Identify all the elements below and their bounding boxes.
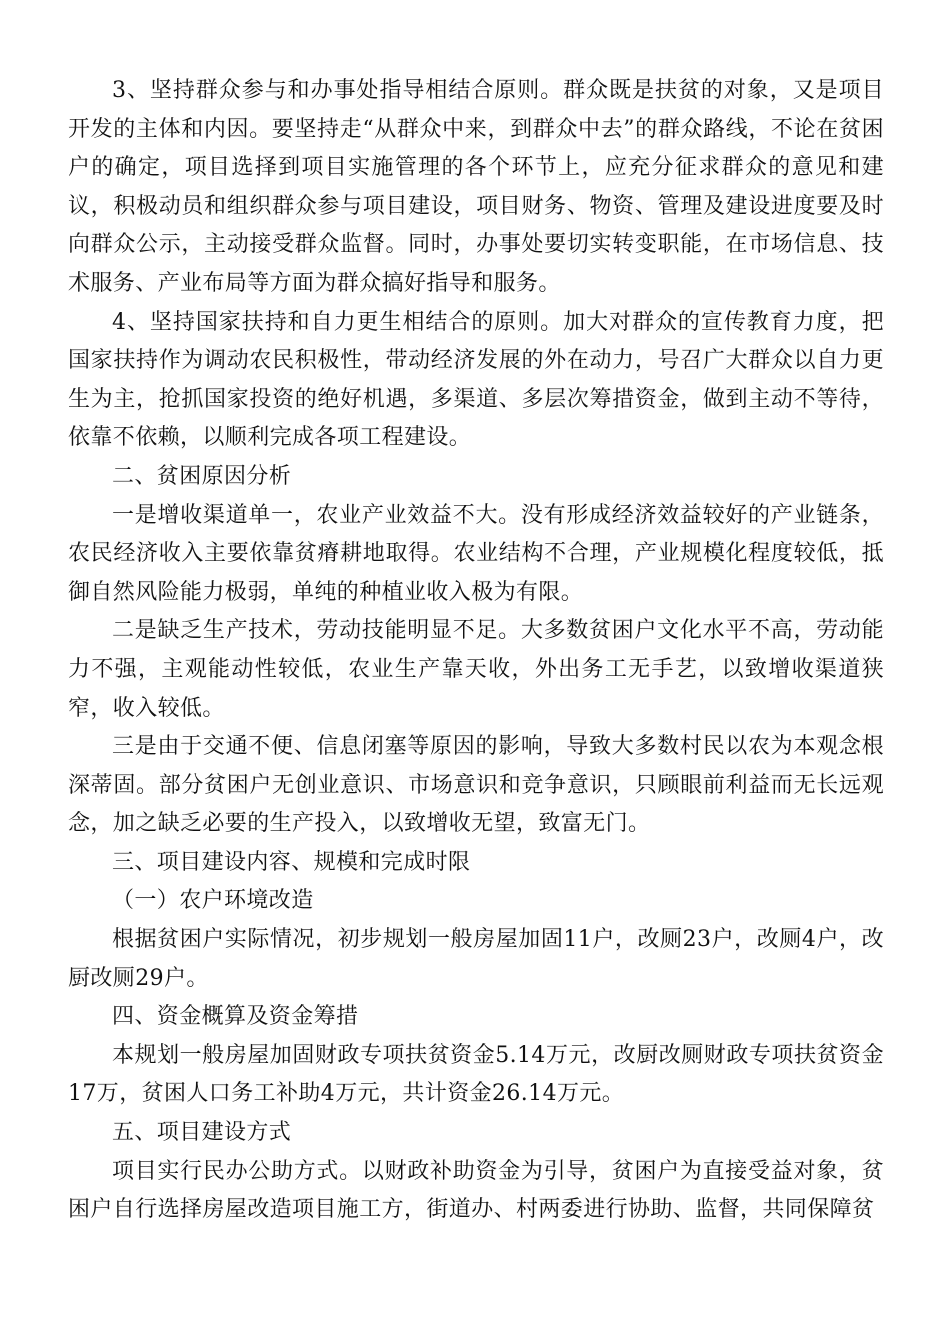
section-heading-funding: 四、资金概算及资金筹措 xyxy=(112,1004,359,1030)
document-body xyxy=(68,72,884,1230)
paragraph-funding-detail: 本规划一般房屋加固财政专项扶贫资金5.14万元，改厨改厕财政专项扶贫资金17万，贫困人口务工补助4万元，共计资金26.14万元。 xyxy=(68,1042,884,1107)
paragraph-principle-4: 4、坚持国家扶持和自力更生相结合的原则。加大对群众的宣传教育力度，把国家扶持作为调动农民积极性，带动经济发展的外在动力，号召广大群众以自力更生为主，抢抓国家投资的绝好机遇，多渠道、多层次筹措资金，做到主动不等待，依靠不依赖，以顺利完成各项工程建设。 xyxy=(68,309,884,451)
section-heading-project-content: 三、项目建设内容、规模和完成时限 xyxy=(112,849,471,875)
paragraph-cause-3: 三是由于交通不便、信息闭塞等原因的影响，导致大多数村民以农为本观念根深蒂固。部分贫困户无创业意识、市场意识和竞争意识，只顾眼前利益而无长远观念，加之缺乏必要的生产投入，以致增收无望，致富无门。 xyxy=(68,734,884,837)
paragraph-cause-2: 二是缺乏生产技术，劳动技能明显不足。大多数贫困户文化水平不高，劳动能力不强，主观能动性较低，农业生产靠天收，外出务工无手艺，以致增收渠道狭窄，收入较低。 xyxy=(68,618,884,721)
section-heading-construction-method: 五、项目建设方式 xyxy=(112,1120,292,1146)
paragraph-principle-3: 3、坚持群众参与和办事处指导相结合原则。群众既是扶贫的对象，又是项目开发的主体和内因。要坚持走“从群众中来，到群众中去”的群众路线，不论在贫困户的确定，项目选择到项目实施管理的各个环节上，应充分征求群众的意见和建议，积极动员和组织群众参与项目建设，项目财务、物资、管理及建设进度要及时向群众公示，主动接受群众监督。同时，办事处要切实转变职能，在市场信息、技术服务、产业布局等方面为群众搞好指导和服务。 xyxy=(68,78,884,296)
paragraph-environment-plan: 根据贫困户实际情况，初步规划一般房屋加固11户，改厕23户，改厕4户，改厨改厕29户。 xyxy=(68,927,884,991)
section-heading-poverty-causes: 二、贫困原因分析 xyxy=(112,463,292,489)
paragraph-cause-1: 一是增收渠道单一，农业产业效益不大。没有形成经济效益较好的产业链条，农民经济收入主要依靠贫瘠耕地取得。农业结构不合理，产业规模化程度较低，抵御自然风险能力极弱，单纯的种植业收入极为有限。 xyxy=(68,502,884,605)
subsection-heading-environment: （一）农户环境改造 xyxy=(112,888,314,914)
paragraph-construction-method: 项目实行民办公助方式。以财政补助资金为引导，贫困户为直接受益对象，贫困户自行选择房屋改造项目施工方，街道办、村两委进行协助、监督，共同保障贫 xyxy=(68,1158,884,1223)
